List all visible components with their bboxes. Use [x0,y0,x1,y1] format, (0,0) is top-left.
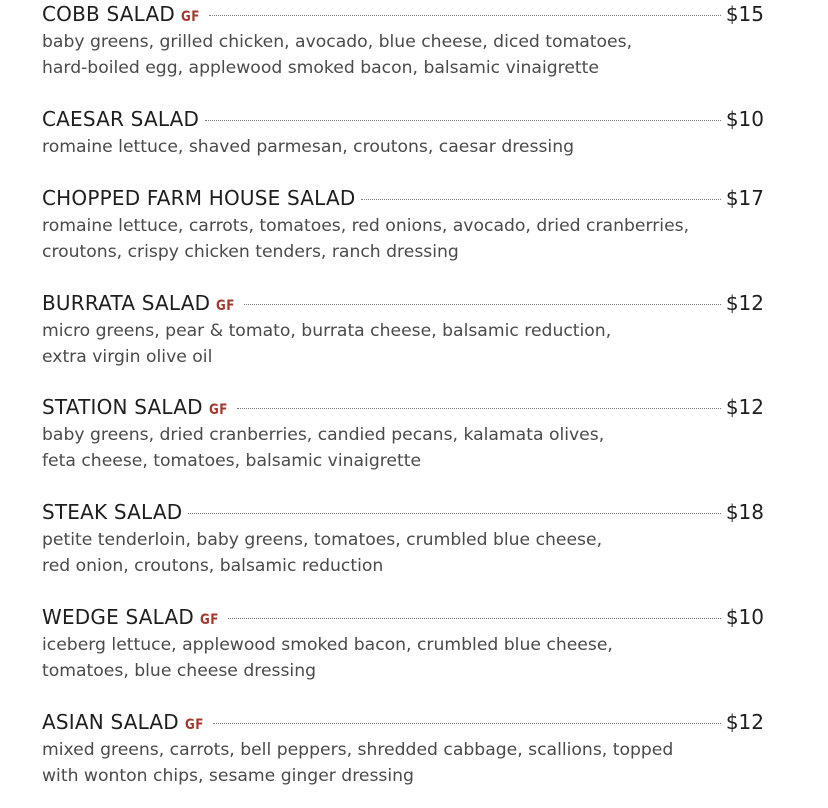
item-price: $12 [725,291,764,315]
item-price: $10 [725,107,764,131]
item-price: $18 [725,500,764,524]
description-line: croutons, crispy chicken tenders, ranch dressing [42,242,459,262]
menu-item-header [42,498,764,526]
item-description [42,213,764,265]
description-line: baby greens, grilled chicken, avocado, blue cheese, diced tomatoes, [42,32,633,52]
gluten-free-badge: GF [199,612,219,628]
item-description [42,422,764,474]
description-line: with wonton chips, sesame ginger dressing [42,766,414,786]
item-name: CAESAR SALAD [42,107,200,131]
item-name: ASIAN SALAD [42,710,179,734]
description-line: hard-boiled egg, applewood smoked bacon, balsamic vinaigrette [42,58,599,78]
menu-item-header [42,393,764,421]
description-line: mixed greens, carrots, bell peppers, shredded cabbage, scallions, topped [42,740,674,760]
gluten-free-badge: GF [184,717,204,733]
dot-leader [188,513,720,514]
description-line: extra virgin olive oil [42,347,213,367]
item-name: CHOPPED FARM HOUSE SALAD [42,186,356,210]
gluten-free-badge: GF [216,298,235,314]
dot-leader [228,618,721,619]
menu-item-burrata-salad [42,289,764,370]
dot-leader [244,304,721,305]
menu-item-header [42,184,764,212]
item-price: $17 [725,186,764,210]
menu-item-caesar-salad [42,105,764,160]
dot-leader [237,408,721,409]
description-line: romaine lettuce, shaved parmesan, croutons, caesar dressing [42,137,574,157]
menu-item-header [42,708,764,736]
item-name: WEDGE SALAD [42,605,194,629]
description-line: petite tenderloin, baby greens, tomatoes, crumbled blue cheese, [42,530,603,550]
item-description [42,737,764,789]
description-line: feta cheese, tomatoes, balsamic vinaigrette [42,451,422,471]
description-line: red onion, croutons, balsamic reduction [42,556,384,576]
item-description [42,318,764,370]
menu-item-asian-salad [42,708,764,789]
description-line: iceberg lettuce, applewood smoked bacon, crumbled blue cheese, [42,635,613,655]
item-name: COBB SALAD [42,2,175,26]
menu-item-steak-salad [42,498,764,579]
gluten-free-badge: GF [208,402,228,418]
item-description [42,632,764,684]
description-line: baby greens, dried cranberries, candied pecans, kalamata olives, [42,425,605,445]
item-description [42,134,764,160]
dot-leader [213,723,721,724]
item-name: STATION SALAD [42,395,203,419]
menu-item-cobb-salad [42,0,764,81]
item-price: $12 [725,395,764,419]
menu-item-chopped-farm-house-salad [42,184,764,265]
menu-item-header [42,0,764,28]
item-price: $10 [725,605,764,629]
item-price: $12 [725,710,764,734]
dot-leader [361,199,720,200]
description-line: tomatoes, blue cheese dressing [42,661,317,681]
menu-item-header [42,289,764,317]
item-price: $15 [725,2,764,26]
gluten-free-badge: GF [180,9,200,25]
menu-item-header [42,603,764,631]
description-line: micro greens, pear & tomato, burrata cheese, balsamic reduction, [42,321,612,341]
item-description [42,527,764,579]
item-description [42,29,764,81]
menu-item-wedge-salad [42,603,764,684]
item-name: STEAK SALAD [42,500,183,524]
menu-item-station-salad [42,393,764,474]
item-name: BURRATA SALAD [42,291,211,315]
dot-leader [209,15,721,16]
description-line: romaine lettuce, carrots, tomatoes, red onions, avocado, dried cranberries, [42,216,690,236]
dot-leader [205,120,721,121]
menu-item-header [42,105,764,133]
